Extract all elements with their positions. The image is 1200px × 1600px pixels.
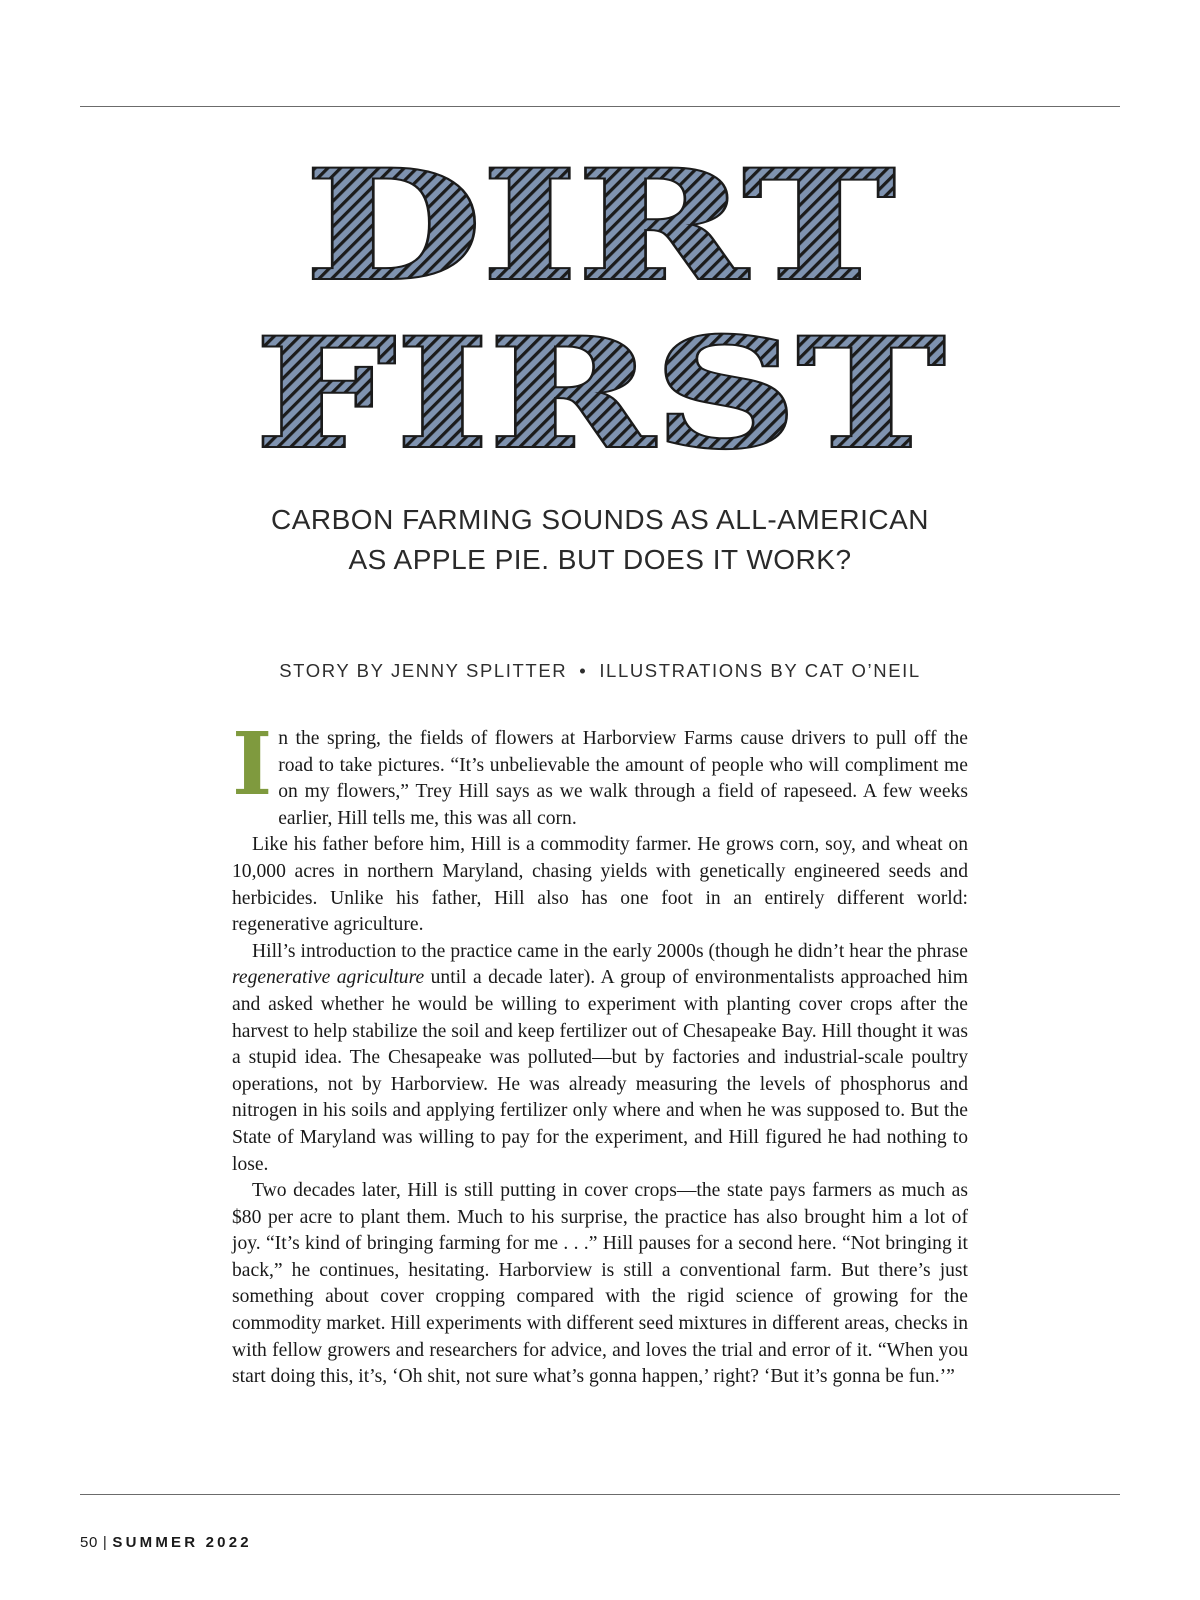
paragraph-1-text: n the spring, the fields of flowers at Harborview Farms cause drivers to pull off the road to take pictures. “It’s unbelievable the amount of people who will compliment me on my flowers,” Trey Hill says as we walk through a field of rapeseed. A few weeks earlier, Hill tells me, this was all corn. [278,728,968,829]
page-footer [80,1534,252,1551]
footer-divider: | [102,1534,108,1551]
subheadline-line-1: CARBON FARMING SOUNDS AS ALL-AMERICAN [271,504,929,535]
byline [0,660,1200,682]
subheadline [0,500,1200,580]
headline [0,150,1200,480]
drop-cap: I [232,714,273,815]
illustration-credit: ILLUSTRATIONS BY CAT O’NEIL [599,660,921,681]
story-credit: STORY BY JENNY SPLITTER [279,660,568,681]
subheadline-line-2: AS APPLE PIE. BUT DOES IT WORK? [348,544,852,575]
paragraph-3-text-a: Hill’s introduction to the practice came in the early 2000s (though he didn’t hear the phrase [252,940,968,962]
top-rule [80,106,1120,107]
article-body [232,714,969,1391]
paragraph-4: Two decades later, Hill is still putting in cover crops—the state pays farmers as much as $80 per acre to plant them. Much to his surprise, the practice has also brought him a lot of joy. “It’s kind of bringing farming for me . . .” Hill pauses for a second here. “Not bringing it back,” he continues, hesitating. Harborview is still a conventional farm. But there’s just something about cover cropping compared with the rigid science of growing for the commodity market. Hill experiments with different seed mixtures in different areas, checks in with fellow growers and researchers for advice, and loves the trial and error of it. “When you start doing this, it’s, ‘Oh shit, not sure what’s gonna happen,’ right? ‘But it’s gonna be fun.’” [232,1180,968,1388]
paragraph-1 [232,714,968,832]
issue-label: SUMMER 2022 [112,1534,252,1551]
paragraph-2: Like his father before him, Hill is a commodity farmer. He grows corn, soy, and wheat on 10,000 acres in northern Maryland, chasing yields with genetically engineered seeds and herbicides. Unlike his father, Hill also has one foot in an entirely different world: regenerative agriculture. [232,834,968,936]
paragraph-3-italic: regenerative agriculture [232,967,425,989]
headline-line-1: DIRT [305,150,895,314]
byline-separator: • [579,660,588,681]
headline-line-2: FIRST [255,306,945,480]
bottom-rule [80,1494,1120,1495]
page-number: 50 [80,1534,98,1551]
paragraph-3-text-b: until a decade later). A group of environmentalists approached him and asked whether he would be willing to experiment with planting cover crops after the harvest to help stabilize the soil and keep fertilizer out of Chesapeake Bay. Hill thought it was a stupid idea. The Chesapeake was polluted—but by factories and industrial-scale poultry operations, not by Harborview. He was already measuring the levels of phosphorus and nitrogen in his soils and applying fertilizer only where and when he was supposed to. But the State of Maryland was willing to pay for the experiment, and Hill figured he had nothing to lose. [232,967,969,1175]
paragraph-3 [232,939,968,1178]
